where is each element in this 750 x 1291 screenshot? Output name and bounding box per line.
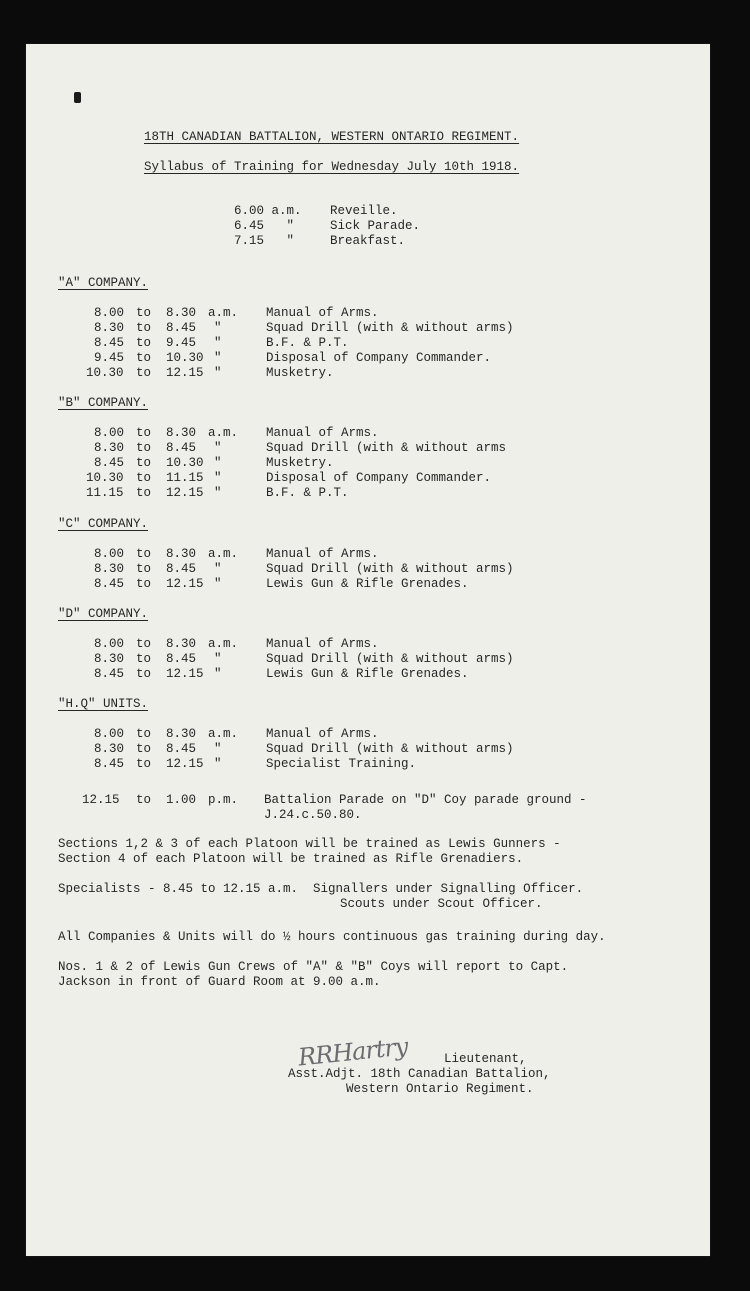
row-to-time: 8.30 (166, 637, 197, 651)
section-heading: "D" COMPANY. (58, 607, 149, 621)
row-activity: Squad Drill (with & without arms) (266, 742, 514, 756)
row-to-time: 8.45 (166, 321, 197, 335)
row-activity: Musketry. (266, 456, 334, 470)
note-lewis-gunners: Sections 1,2 & 3 of each Platoon will be trained as Lewis Gunners - (58, 837, 561, 851)
row-to-time: 8.45 (166, 441, 197, 455)
row-to-word: to (136, 637, 152, 651)
opening-activity: Sick Parade. (330, 219, 421, 233)
row-to-word: to (136, 471, 152, 485)
row-from-time: 8.30 (94, 562, 125, 576)
parade-unit: p.m. (208, 793, 239, 807)
signature-title: Asst.Adjt. 18th Canadian Battalion, (288, 1067, 551, 1081)
note-lewis-crews: Nos. 1 & 2 of Lewis Gun Crews of "A" & "B" Coys will report to Capt. (58, 960, 569, 974)
row-from-time: 8.00 (94, 727, 125, 741)
opening-activity: Reveille. (330, 204, 398, 218)
row-to-word: to (136, 577, 152, 591)
parade-grid-reference: J.24.c.50.80. (264, 808, 362, 822)
row-time-unit: " (214, 577, 222, 591)
row-time-unit: " (214, 366, 222, 380)
row-to-time: 10.30 (166, 351, 204, 365)
row-to-word: to (136, 486, 152, 500)
signature-regiment: Western Ontario Regiment. (346, 1082, 534, 1096)
row-time-unit: " (214, 667, 222, 681)
row-activity: Lewis Gun & Rifle Grenades. (266, 667, 469, 681)
row-time-unit: " (214, 351, 222, 365)
opening-time: 6.45 " (234, 219, 295, 233)
signature-rank: Lieutenant, (444, 1052, 527, 1066)
row-to-word: to (136, 562, 152, 576)
row-to-time: 12.15 (166, 757, 204, 771)
row-activity: Manual of Arms. (266, 426, 379, 440)
row-activity: Disposal of Company Commander. (266, 471, 492, 485)
row-activity: Specialist Training. (266, 757, 417, 771)
row-from-time: 8.00 (94, 637, 125, 651)
row-activity: Lewis Gun & Rifle Grenades. (266, 577, 469, 591)
row-to-time: 10.30 (166, 456, 204, 470)
row-time-unit: " (214, 441, 222, 455)
row-activity: Manual of Arms. (266, 547, 379, 561)
row-to-time: 8.45 (166, 562, 197, 576)
row-to-time: 8.30 (166, 426, 197, 440)
row-to-time: 12.15 (166, 667, 204, 681)
row-to-time: 9.45 (166, 336, 197, 350)
document-subtitle: Syllabus of Training for Wednesday July 10th 1918. (144, 160, 520, 174)
row-to-word: to (136, 652, 152, 666)
row-to-time: 8.30 (166, 727, 197, 741)
note-gas-training: All Companies & Units will do ½ hours continuous gas training during day. (58, 930, 606, 944)
section-heading: "H.Q" UNITS. (58, 697, 149, 711)
note-rifle-grenadiers: Section 4 of each Platoon will be trained as Rifle Grenadiers. (58, 852, 524, 866)
row-to-word: to (136, 727, 152, 741)
opening-activity: Breakfast. (330, 234, 406, 248)
row-from-time: 8.45 (94, 577, 125, 591)
row-time-unit: " (214, 336, 222, 350)
row-to-time: 8.30 (166, 306, 197, 320)
row-to-time: 12.15 (166, 486, 204, 500)
row-time-unit: a.m. (208, 547, 239, 561)
document-page (26, 44, 710, 1256)
row-to-time: 12.15 (166, 577, 204, 591)
row-to-word: to (136, 366, 152, 380)
row-to-time: 8.45 (166, 652, 197, 666)
row-to-word: to (136, 757, 152, 771)
row-to-word: to (136, 336, 152, 350)
row-time-unit: " (214, 456, 222, 470)
parade-from: 12.15 (82, 793, 120, 807)
row-to-time: 8.30 (166, 547, 197, 561)
parade-to-word: to (136, 793, 152, 807)
row-time-unit: " (214, 742, 222, 756)
row-to-time: 12.15 (166, 366, 204, 380)
row-activity: Disposal of Company Commander. (266, 351, 492, 365)
row-activity: Squad Drill (with & without arms (266, 441, 507, 455)
row-from-time: 8.30 (94, 652, 125, 666)
row-activity: Squad Drill (with & without arms) (266, 652, 514, 666)
row-from-time: 10.30 (86, 366, 124, 380)
row-to-word: to (136, 321, 152, 335)
row-from-time: 9.45 (94, 351, 125, 365)
row-from-time: 8.30 (94, 441, 125, 455)
document-title: 18TH CANADIAN BATTALION, WESTERN ONTARIO REGIMENT. (144, 130, 520, 144)
row-time-unit: a.m. (208, 306, 239, 320)
section-heading: "B" COMPANY. (58, 396, 149, 410)
row-from-time: 8.00 (94, 426, 125, 440)
row-from-time: 8.45 (94, 667, 125, 681)
row-from-time: 11.15 (86, 486, 124, 500)
note-specialists: Specialists - 8.45 to 12.15 a.m. Signallers under Signalling Officer. (58, 882, 584, 896)
punch-hole-mark (74, 92, 81, 103)
row-to-word: to (136, 547, 152, 561)
row-from-time: 8.45 (94, 336, 125, 350)
note-scouts: Scouts under Scout Officer. (340, 897, 543, 911)
row-time-unit: " (214, 652, 222, 666)
row-from-time: 8.30 (94, 742, 125, 756)
row-time-unit: a.m. (208, 426, 239, 440)
section-heading: "C" COMPANY. (58, 517, 149, 531)
row-activity: Manual of Arms. (266, 306, 379, 320)
row-from-time: 8.00 (94, 306, 125, 320)
row-from-time: 8.00 (94, 547, 125, 561)
parade-to: 1.00 (166, 793, 197, 807)
row-to-word: to (136, 456, 152, 470)
row-from-time: 8.45 (94, 456, 125, 470)
row-time-unit: " (214, 562, 222, 576)
row-to-word: to (136, 306, 152, 320)
row-time-unit: a.m. (208, 727, 239, 741)
row-to-word: to (136, 426, 152, 440)
row-time-unit: " (214, 321, 222, 335)
row-to-time: 11.15 (166, 471, 204, 485)
opening-time: 7.15 " (234, 234, 295, 248)
parade-activity: Battalion Parade on "D" Coy parade ground - (264, 793, 587, 807)
note-guard-room: Jackson in front of Guard Room at 9.00 a.m. (58, 975, 381, 989)
row-to-word: to (136, 351, 152, 365)
opening-time: 6.00 a.m. (234, 204, 302, 218)
row-activity: Manual of Arms. (266, 727, 379, 741)
row-activity: Manual of Arms. (266, 637, 379, 651)
section-heading: "A" COMPANY. (58, 276, 149, 290)
row-time-unit: " (214, 757, 222, 771)
row-from-time: 8.45 (94, 757, 125, 771)
row-to-word: to (136, 441, 152, 455)
row-to-time: 8.45 (166, 742, 197, 756)
row-to-word: to (136, 742, 152, 756)
row-activity: Squad Drill (with & without arms) (266, 562, 514, 576)
handwritten-signature: RRHartry (296, 1032, 409, 1072)
row-to-word: to (136, 667, 152, 681)
row-activity: B.F. & P.T. (266, 336, 349, 350)
row-time-unit: a.m. (208, 637, 239, 651)
row-activity: Squad Drill (with & without arms) (266, 321, 514, 335)
row-time-unit: " (214, 486, 222, 500)
row-activity: Musketry. (266, 366, 334, 380)
row-time-unit: " (214, 471, 222, 485)
row-from-time: 8.30 (94, 321, 125, 335)
row-activity: B.F. & P.T. (266, 486, 349, 500)
row-from-time: 10.30 (86, 471, 124, 485)
